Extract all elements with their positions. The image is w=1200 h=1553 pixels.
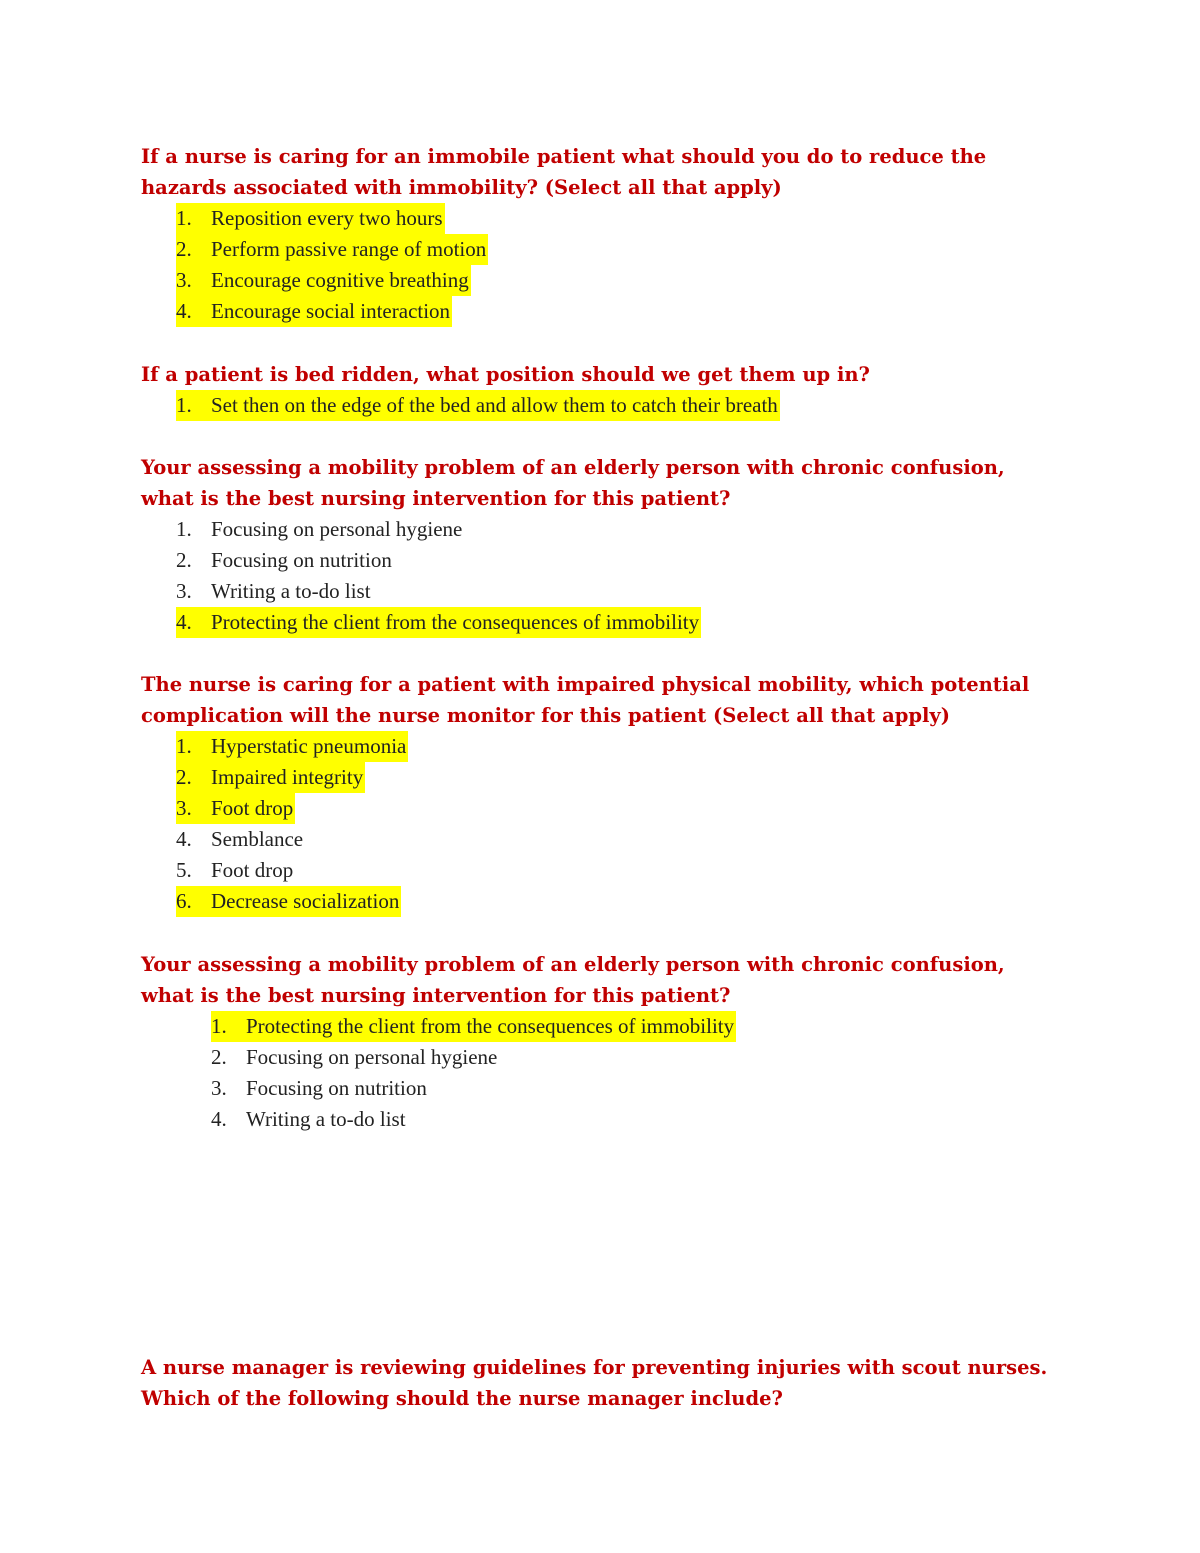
answer-text: Encourage cognitive breathing — [211, 268, 469, 292]
answer-number: 1. — [211, 1014, 227, 1038]
answer-item — [176, 203, 488, 234]
answer-text: Foot drop — [211, 858, 294, 882]
answer-text: Hyperstatic pneumonia — [211, 734, 407, 758]
question-6: A nurse manager is reviewing guidelines for preventing injuries with scout nurses. Which of the following should the nurse manager include? — [141, 1356, 1048, 1410]
answer-text: Decrease socialization — [211, 889, 400, 913]
question-2: If a patient is bed ridden, what position should we get them up in? — [141, 363, 870, 386]
answer-number: 5. — [176, 858, 192, 882]
answer-text: Perform passive range of motion — [211, 237, 487, 261]
answer-list-1 — [176, 203, 488, 327]
answer-number: 4. — [176, 827, 192, 851]
answer-number: 1. — [176, 734, 192, 758]
answer-number: 6. — [176, 889, 192, 913]
answer-list-5 — [211, 1011, 736, 1135]
answer-list-3 — [176, 514, 701, 638]
answer-text: Focusing on nutrition — [211, 548, 392, 572]
answer-item — [176, 514, 701, 545]
answer-item — [176, 390, 780, 421]
answer-text: Reposition every two hours — [211, 206, 443, 230]
answer-number: 3. — [176, 796, 192, 820]
answer-item — [176, 824, 408, 855]
answer-number: 1. — [176, 393, 192, 417]
answer-item — [176, 762, 408, 793]
answer-item — [211, 1073, 736, 1104]
answer-text: Impaired integrity — [211, 765, 364, 789]
answer-item — [176, 731, 408, 762]
answer-number: 1. — [176, 517, 192, 541]
answer-text: Foot drop — [211, 796, 294, 820]
answer-number: 3. — [176, 268, 192, 292]
answer-item — [176, 793, 408, 824]
answer-number: 4. — [176, 299, 192, 323]
answer-item — [176, 886, 408, 917]
answer-item — [176, 576, 701, 607]
answer-number: 1. — [176, 206, 192, 230]
answer-text: Writing a to-do list — [246, 1107, 406, 1131]
answer-number: 2. — [176, 237, 192, 261]
answer-item — [211, 1104, 736, 1135]
answer-number: 2. — [176, 765, 192, 789]
answer-text: Focusing on personal hygiene — [246, 1045, 498, 1069]
answer-number: 3. — [211, 1076, 227, 1100]
answer-item — [176, 855, 408, 886]
answer-number: 4. — [176, 610, 192, 634]
answer-number: 2. — [211, 1045, 227, 1069]
answer-item — [176, 265, 488, 296]
answer-text: Writing a to-do list — [211, 579, 371, 603]
answer-list-2 — [176, 390, 780, 421]
question-1: If a nurse is caring for an immobile patient what should you do to reduce the hazards associated with immobility? (Select all that apply) — [141, 145, 987, 199]
question-4: The nurse is caring for a patient with impaired physical mobility, which potential complication will the nurse monitor for this patient (Select all that apply) — [141, 673, 1030, 727]
question-5: Your assessing a mobility problem of an elderly person with chronic confusion, what is the best nursing intervention for this patient? — [141, 953, 1005, 1007]
answer-number: 2. — [176, 548, 192, 572]
answer-item — [211, 1042, 736, 1073]
answer-text: Set then on the edge of the bed and allow them to catch their breath — [211, 393, 778, 417]
answer-item — [176, 607, 701, 638]
answer-text: Focusing on personal hygiene — [211, 517, 463, 541]
answer-item — [176, 234, 488, 265]
answer-text: Focusing on nutrition — [246, 1076, 427, 1100]
answer-item — [211, 1011, 736, 1042]
answer-item — [176, 545, 701, 576]
answer-number: 4. — [211, 1107, 227, 1131]
answer-text: Protecting the client from the consequences of immobility — [246, 1014, 735, 1038]
answer-number: 3. — [176, 579, 192, 603]
answer-list-4 — [176, 731, 408, 917]
question-3: Your assessing a mobility problem of an elderly person with chronic confusion, what is the best nursing intervention for this patient? — [141, 456, 1005, 510]
answer-item — [176, 296, 488, 327]
answer-text: Encourage social interaction — [211, 299, 451, 323]
answer-text: Semblance — [211, 827, 304, 851]
answer-text: Protecting the client from the consequences of immobility — [211, 610, 700, 634]
